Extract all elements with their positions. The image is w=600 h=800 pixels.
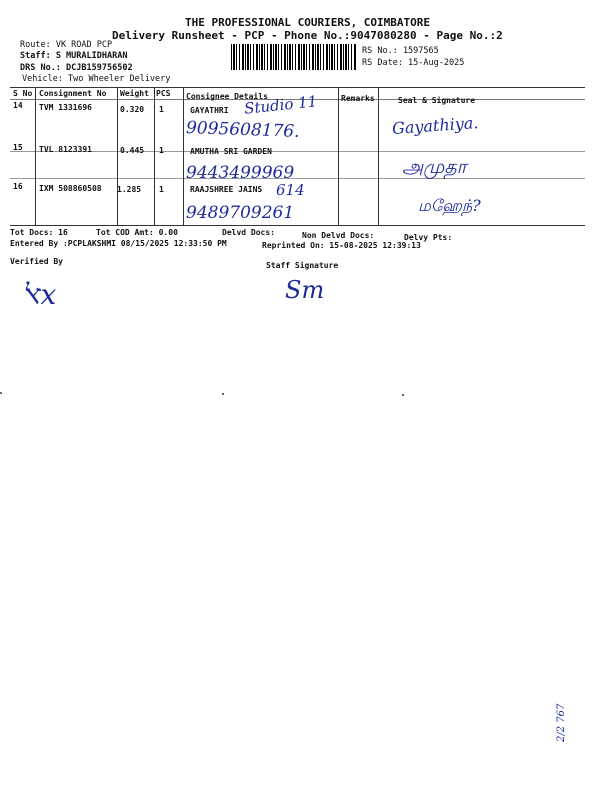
route: Route: VK ROAD PCP: [20, 40, 113, 50]
staff-signature-label: Staff Signature: [266, 261, 339, 270]
rs-date: RS Date: 15-Aug-2025: [362, 58, 465, 68]
verified-signature: ﭏx: [24, 278, 57, 311]
col-header-remarks: Remarks: [341, 94, 375, 103]
runsheet-title: Delivery Runsheet - PCP - Phone No.:9047080280 - Page No.:2: [112, 29, 503, 42]
col-divider: [338, 87, 339, 225]
handwritten-note: Studio 11: [243, 92, 318, 118]
scan-speck: [222, 393, 224, 395]
table-row-weight: 0.445: [120, 146, 145, 155]
recipient-signature: அமுதா: [402, 156, 467, 178]
vehicle: Vehicle: Two Wheeler Delivery: [22, 74, 171, 84]
table-row-consignee: GAYATHRI: [190, 106, 229, 115]
verified-by-label: Verified By: [10, 257, 63, 266]
table-row-weight: 1.285: [117, 185, 142, 194]
total-docs: Tot Docs: 16: [10, 228, 68, 237]
delivered-docs: Delvd Docs:: [222, 228, 275, 237]
col-header-pcs: PCS: [156, 89, 171, 98]
handwritten-phone: 9443499969: [186, 163, 295, 183]
col-divider: [117, 87, 118, 225]
scan-speck: [0, 392, 2, 394]
col-divider: [35, 87, 36, 225]
handwritten-phone: 9489709261: [186, 203, 295, 223]
handwritten-phone: 9095608176.: [185, 118, 300, 142]
staff: Staff: S MURALIDHARAN: [20, 51, 128, 61]
table-row-pcs: 1: [159, 146, 164, 155]
table-row-consignee: AMUTHA SRI GARDEN: [190, 147, 272, 156]
barcode: [231, 44, 357, 70]
table-row-consignment: TVL 8123391: [39, 145, 92, 154]
col-divider: [378, 87, 379, 225]
table-row-pcs: 1: [159, 105, 164, 114]
recipient-signature: மஹேந்?: [418, 196, 481, 215]
table-top-border: [10, 87, 585, 88]
row-divider-2: [10, 178, 585, 179]
table-bottom-border: [10, 225, 585, 226]
table-row-consignment: IXM 508860508: [39, 184, 102, 193]
table-row-sno: 14: [13, 101, 23, 110]
table-row-weight: 0.320: [120, 105, 145, 114]
table-row-sno: 16: [13, 182, 23, 191]
drs-number: DRS No.: DCJB159756502: [20, 63, 133, 73]
col-divider: [183, 87, 184, 225]
col-header-seal: Seal & Signature: [398, 96, 476, 105]
total-cod: Tot COD Amt: 0.00: [96, 228, 178, 237]
rs-number: RS No.: 1597565: [362, 46, 439, 56]
col-header-consignment: Consignment No: [39, 89, 107, 98]
staff-signature: Sm: [285, 276, 325, 304]
table-row-consignee: RAAJSHREE JAINS: [190, 185, 263, 194]
table-row-pcs: 1: [159, 185, 164, 194]
col-divider: [154, 87, 155, 225]
row-divider-1: [10, 151, 585, 152]
margin-note: 2/2 767: [556, 703, 567, 742]
col-header-sno: S No: [13, 89, 33, 98]
company-name: THE PROFESSIONAL COURIERS, COIMBATORE: [185, 16, 431, 29]
non-delivered-docs: Non Delvd Docs:: [302, 231, 375, 240]
col-header-consignee: Consignee Details: [186, 92, 268, 101]
table-row-consignment: TVM 1331696: [39, 103, 92, 112]
delivery-points: Delvy Pts:: [404, 233, 453, 242]
table-row-sno: 15: [13, 143, 23, 152]
scan-speck: [402, 394, 404, 396]
reprinted-on: Reprinted On: 15-08-2025 12:39:13: [262, 241, 421, 250]
recipient-signature: Gayathiya.: [391, 113, 479, 138]
col-header-weight: Weight: [120, 89, 149, 98]
handwritten-note: 614: [276, 181, 305, 199]
entered-by: Entered By :PCPLAKSHMI 08/15/2025 12:33:50 PM: [10, 239, 227, 248]
